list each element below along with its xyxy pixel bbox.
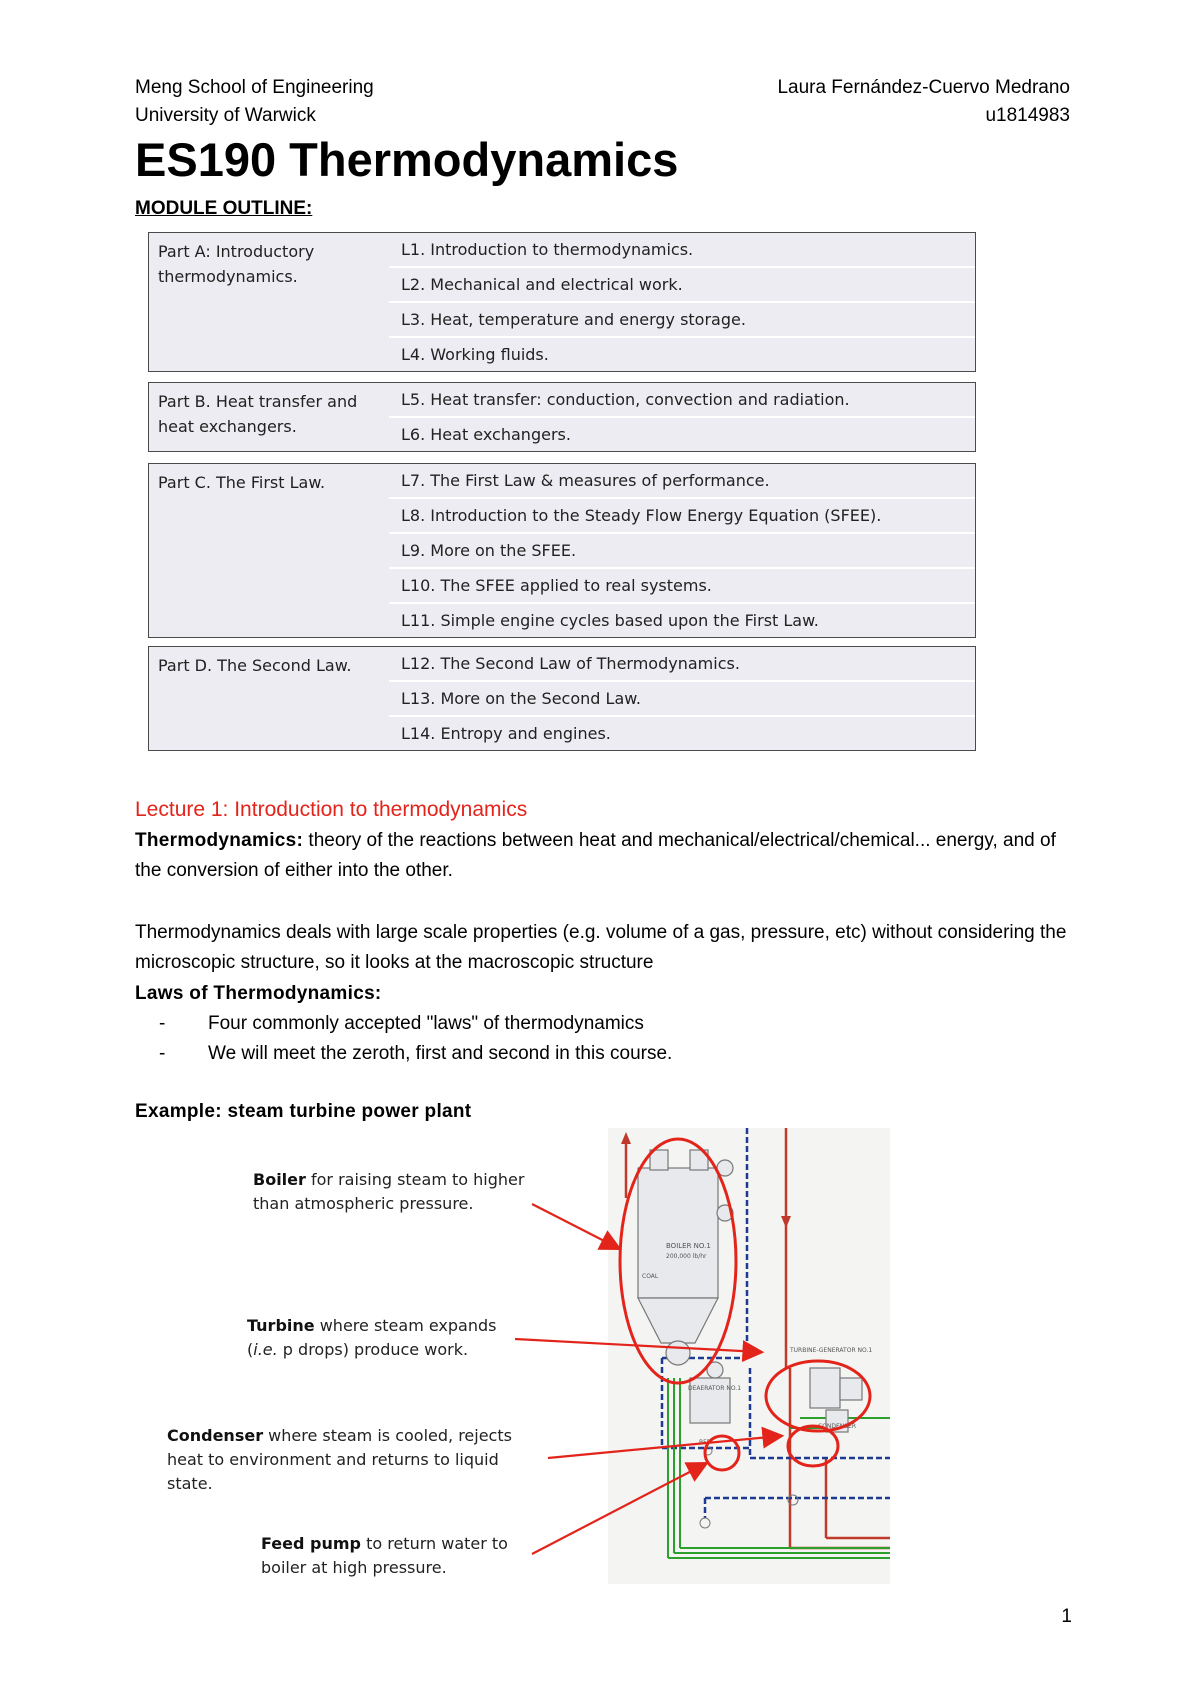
part-d-table — [148, 646, 976, 751]
part-name: Part A: Introductory thermodynamics. — [158, 242, 315, 286]
part-b-table — [148, 382, 976, 452]
lecture-item: L5. Heat transfer: conduction, convection and radiation. — [389, 383, 975, 418]
steam-plant-diagram — [150, 1128, 890, 1584]
part-name: Part D. The Second Law. — [158, 656, 352, 675]
bfp-label: BFP — [699, 1439, 711, 1446]
macroscopic-paragraph: Thermodynamics deals with large scale properties (e.g. volume of a gas, pressure, etc) without considering the microscopic structure, so it looks at the macroscopic structure — [135, 922, 1067, 973]
lecture-item: L14. Entropy and engines. — [401, 724, 611, 743]
lecture-item: L12. The Second Law of Thermodynamics. — [389, 647, 975, 682]
lecture-item: L10. The SFEE applied to real systems. — [389, 569, 975, 604]
condenser-label: CONDENSER — [818, 1423, 857, 1430]
definition-paragraph — [135, 826, 1075, 886]
university-name: University of Warwick — [135, 105, 316, 126]
boiler-callout: Boiler for raising steam to higher than atmospheric pressure. — [253, 1170, 525, 1213]
deaerator-label: DEAERATOR NO.1 — [688, 1385, 742, 1392]
lecture-item: L4. Working fluids. — [401, 345, 549, 364]
definition-text: theory of the reactions between heat and mechanical/electrical/chemical... energy, and of the conversion of either into the other. — [135, 830, 1056, 881]
lecture-item: L6. Heat exchangers. — [401, 425, 571, 444]
lecture-item: L1. Introduction to thermodynamics. — [389, 233, 975, 268]
part-c-table — [148, 463, 976, 638]
list-item: - We will meet the zeroth, first and second in this course. — [135, 1039, 672, 1069]
feed-pump-callout: Feed pump to return water to boiler at high pressure. — [261, 1534, 508, 1577]
lecture-1-title: Lecture 1: Introduction to thermodynamics — [135, 798, 528, 821]
laws-heading: Laws of Thermodynamics: — [135, 983, 382, 1004]
lecture-item: L3. Heat, temperature and energy storage. — [389, 303, 975, 338]
lecture-item: L7. The First Law & measures of performance. — [389, 464, 975, 499]
condenser-callout: Condenser where steam is cooled, rejects heat to environment and returns to liquid state. — [167, 1426, 512, 1493]
lecture-item: L13. More on the Second Law. — [389, 682, 975, 717]
lecture-list — [389, 233, 975, 371]
school-name: Meng School of Engineering — [135, 77, 374, 98]
example-heading: Example: steam turbine power plant — [135, 1101, 472, 1122]
student-id: u1814983 — [985, 105, 1070, 126]
lecture-list — [389, 647, 975, 750]
page-title: ES190 Thermodynamics — [135, 133, 679, 186]
lecture-list — [389, 464, 975, 637]
turbine-callout: Turbine where steam expands (i.e. p drops) produce work. — [247, 1316, 497, 1359]
laws-list — [135, 1009, 672, 1069]
coal-label: COAL — [642, 1273, 659, 1280]
lecture-list — [389, 383, 975, 451]
header-left — [135, 74, 374, 130]
definition-term: Thermodynamics: — [135, 830, 304, 851]
lecture-item: L8. Introduction to the Steady Flow Energy Equation (SFEE). — [389, 499, 975, 534]
lecture-item: L9. More on the SFEE. — [389, 534, 975, 569]
part-name: Part B. Heat transfer and heat exchangers. — [158, 392, 358, 436]
header-right — [777, 74, 1070, 130]
lecture-item: L2. Mechanical and electrical work. — [389, 268, 975, 303]
boiler-arrow — [532, 1204, 618, 1248]
module-outline-heading: MODULE OUTLINE: — [135, 198, 313, 219]
page-number: 1 — [1061, 1606, 1072, 1627]
author-name: Laura Fernández-Cuervo Medrano — [777, 77, 1070, 98]
boiler-label: BOILER NO.1 — [666, 1242, 711, 1250]
lecture-item: L11. Simple engine cycles based upon the First Law. — [401, 611, 819, 630]
part-a-table — [148, 232, 976, 372]
turbine-label: TURBINE-GENERATOR NO.1 — [790, 1347, 873, 1354]
list-item: - Four commonly accepted "laws" of thermodynamics — [135, 1009, 672, 1039]
part-name: Part C. The First Law. — [158, 473, 326, 492]
boiler-capacity: 200,000 lb/hr — [666, 1253, 707, 1260]
